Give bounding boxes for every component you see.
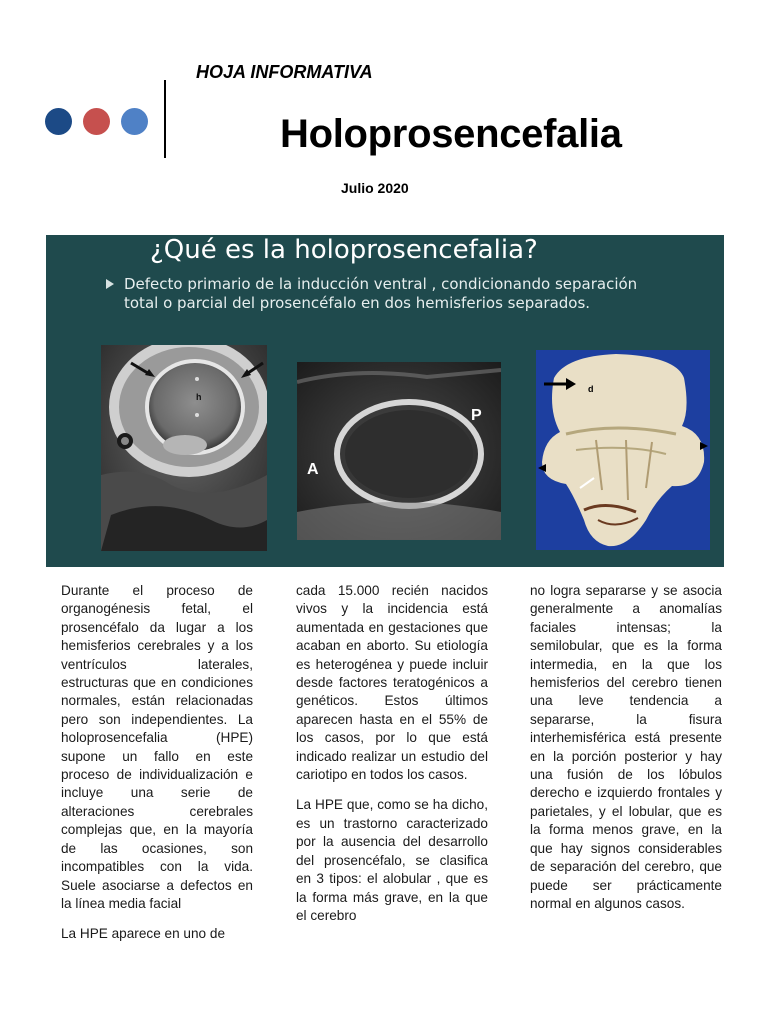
bullet-arrow-icon — [106, 279, 114, 289]
banner-heading: ¿Qué es la holoprosencefalia? — [150, 235, 538, 265]
col2-paragraph-1: cada 15.000 recién nacidos vivos y la incidencia está aumentada en gestaciones que acaban en aborto. Su etiología es heterogénea y puede incluir desde factores teratogénicos a genéticos. Estos últimos aparecen hasta en el 55% de los casos, por lo que está indicado realizar un estudio del cariotipo en todos los casos. — [296, 583, 488, 783]
text-column-1 — [61, 582, 253, 956]
specimen-image — [536, 350, 710, 550]
col1-paragraph-1: Durante el proceso de organogénesis fetal, el prosencéfalo da lugar a los hemisferios cerebrales y a los ventrículos laterales, estructuras que en condiciones normales, están relacionadas pero son independientes. La holoprosencefalia (HPE) supone un fallo en este proceso de individualización e incluye una serie de alteraciones cerebrales complejas que, en la mayoría de las ocasiones, son incompatibles con la vida. Suele asociarse a defectos en la línea media facial — [61, 583, 253, 911]
decor-dot-light-blue — [121, 108, 148, 135]
decor-dot-red — [83, 108, 110, 135]
header-divider — [164, 80, 166, 158]
info-banner — [46, 235, 724, 567]
page-title: Holoprosencefalia — [280, 112, 622, 156]
col1-paragraph-2: La HPE aparece en uno de — [61, 926, 226, 942]
ultrasound-image — [297, 362, 501, 540]
ultrasound-label-a: A — [307, 461, 319, 478]
mri-label-h: h — [196, 392, 202, 402]
issue-date: Julio 2020 — [341, 180, 409, 196]
ultrasound-label-p: P — [471, 407, 482, 424]
banner-bullet-text: Defecto primario de la inducción ventral , condicionando separación total o parcial del prosencéfalo en dos hemisferios separados. — [124, 275, 638, 312]
decor-dot-dark-blue — [45, 108, 72, 135]
header-kicker: HOJA INFORMATIVA — [196, 62, 373, 82]
specimen-label-d: d — [588, 384, 594, 394]
text-column-2 — [296, 582, 488, 937]
text-column-3 — [530, 582, 722, 925]
col2-paragraph-2: La HPE que, como se ha dicho, es un trastorno caracterizado por la ausencia del desarrollo del prosencéfalo, se clasifica en 3 tipos: el alobular , que es la forma más grave, en la que el cerebro — [296, 797, 488, 923]
mri-image — [101, 345, 267, 551]
col3-paragraph-1: no logra separarse y se asocia generalmente a anomalías faciales intensas; la semilobular, que es la forma intermedia, en la que los hemisferios del cerebro tienen una leve tendencia a separarse, la fisura interhemisférica está presente en la porción posterior y hay una fusión de los lóbulos derecho e izquierdo frontales y parietales, y el lobular, que es la forma menos grave, en la que hay signos considerables de separación del cerebro, que puede ser prácticamente normal en algunos casos. — [530, 583, 722, 911]
